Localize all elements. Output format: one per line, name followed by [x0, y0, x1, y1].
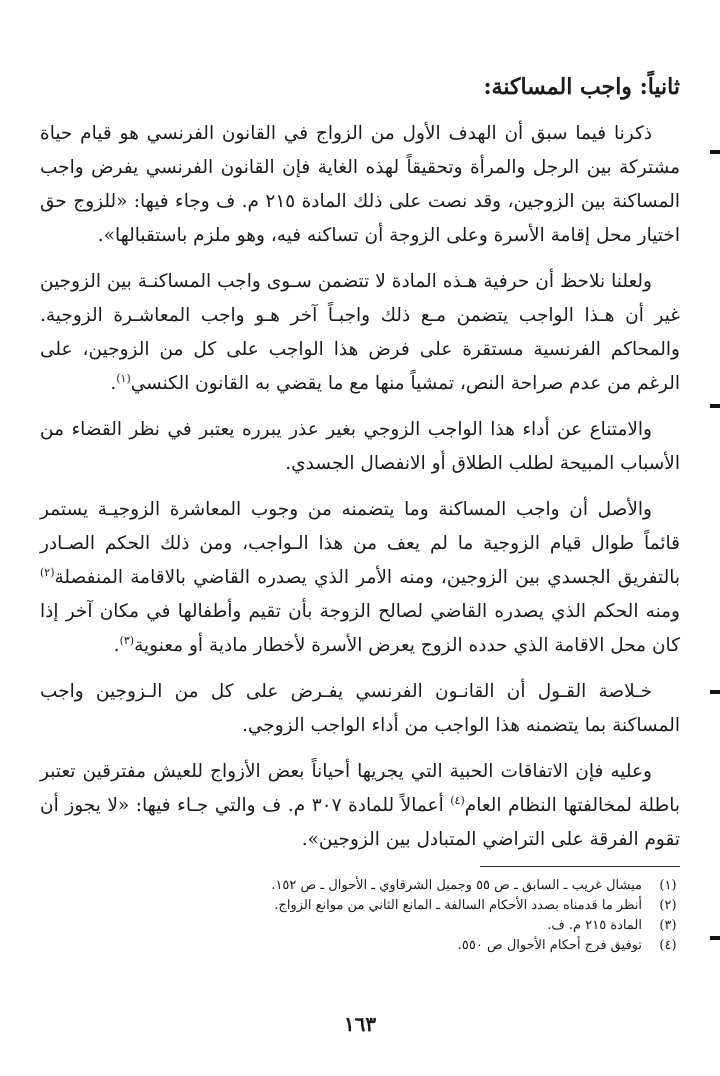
footnote-ref-1[interactable]: (١): [116, 371, 131, 385]
paragraph-tail: ومنه الحكم الذي يصدره القاضي لصالح الزوجة بأن تقيم وأطفالها في مكان آخر إذا كان محل الاقامة الذي حدده الزوج يعرض الأسرة لأخطار مادية أو معنوية: [40, 600, 680, 656]
paragraph-4: [40, 493, 680, 663]
footnote-item: [40, 896, 680, 916]
footnote-ref-4[interactable]: (٤): [450, 793, 465, 807]
footnote-text: أنظر ما قدمناه بصدد الأحكام السالفة ـ المانع الثاني من موانع الزواج.: [274, 898, 642, 913]
footnote-number: (٤): [659, 938, 677, 953]
edge-mark: [710, 404, 720, 408]
footnote-item: [40, 876, 680, 896]
paragraph-6: [40, 755, 680, 857]
page-number: ١٦٣: [343, 1012, 377, 1036]
footnote-ref-3[interactable]: (٣): [119, 633, 135, 647]
paragraph-tail: .: [110, 372, 117, 394]
paragraph-text: خـلاصة القـول أن القانـون الفرنسي يفـرض على كل من الـزوجين واجب المساكنة بما يتضمنه هذا الواجب من أداء الواجب الزوجي.: [40, 680, 680, 736]
page-body: [40, 72, 680, 869]
paragraph-tail: أعمالاً للمادة ٣٠٧ م. ف والتي جـاء فيها: «لا يجوز أن تقوم الفرقة على التراضي المتبادل بين الزوجين».: [40, 794, 680, 850]
paragraph-text: وعليه فإن الاتفاقات الحبية التي يجريها أحياناً بعض الأزواج للعيش مفترقين تعتبر باطلة لمخالفتها النظام العام: [40, 760, 681, 816]
paragraph-text: والأصل أن واجب المساكنة وما يتضمنه من وجوب المعاشرة الزوجيـة يستمر قائماً طوال قيام الزوجية ما لم يعف من هذا الـواجب، ومن ذلك الحكم الصـادر بالتفريق الجسدي بين الزوجين، ومنه الأمر الذي يصدره القاضي بالاقامة المنفصلة: [40, 498, 680, 588]
section-heading: ثانياً: واجب المساكنة:: [483, 74, 680, 100]
paragraph-1: [40, 117, 680, 253]
footnote-number: (٢): [659, 898, 677, 913]
paragraph-text: والامتناع عن أداء هذا الواجب الزوجي بغير عذر يبرره يعتبر في نظر القضاء من الأسباب المبيحة لطلب الطلاق أو الانفصال الجسدي.: [40, 418, 680, 474]
paragraph-2: [40, 265, 680, 401]
footnotes: [40, 876, 680, 956]
edge-mark: [710, 150, 720, 154]
footnote-ref-2[interactable]: (٢): [40, 565, 55, 579]
edge-mark: [710, 936, 720, 940]
footnote-item: [40, 936, 680, 956]
paragraph-3: [40, 413, 680, 481]
footnote-text: توفيق فرج أحكام الأحوال ص ٥٥٠.: [457, 938, 642, 953]
footnote-number: (٣): [659, 918, 677, 933]
footnote-divider: [480, 866, 680, 867]
footnote-text: المادة ٢١٥ م. ف.: [547, 918, 642, 933]
paragraph-end: .: [113, 634, 120, 656]
footnote-item: [40, 916, 680, 936]
paragraph-5: [40, 675, 680, 743]
paragraph-text: ذكرنا فيما سبق أن الهدف الأول من الزواج في القانون الفرنسي هو قيام حياة مشتركة بين الرجل والمرأة وتحقيقاً لهذه الغاية فإن القانون الفرنسي يفرض واجب المساكنة بين الزوجين، وقد نصت على ذلك المادة ٢١٥ م. ف وجاء فيها: «للزوج حق اختيار محل إقامة الأسرة وعلى الزوجة أن تساكنه فيه، وهو ملزم باستقبالها».: [40, 122, 680, 246]
footnote-number: (١): [659, 878, 677, 893]
edge-mark: [710, 690, 720, 694]
paragraph-text: ولعلنا نلاحظ أن حرفية هـذه المادة لا تتضمن سـوى واجب المساكنـة بين الزوجين غير أن هـذا الواجب يتضمن مـع ذلك واجبـاً آخر هـو واجب المعاشـرة الزوجية. والمحاكم الفرنسية مستقرة على فرض هذا الواجب على كل من الزوجين، على الرغم من عدم صراحة النص، تمشياً منها مع ما يقضي به القانون الكنسي: [40, 270, 680, 394]
footnote-text: ميشال غريب ـ السابق ـ ص ٥٥ وجميل الشرقاوي ـ الأحوال ـ ص ١٥٢.: [271, 878, 642, 893]
